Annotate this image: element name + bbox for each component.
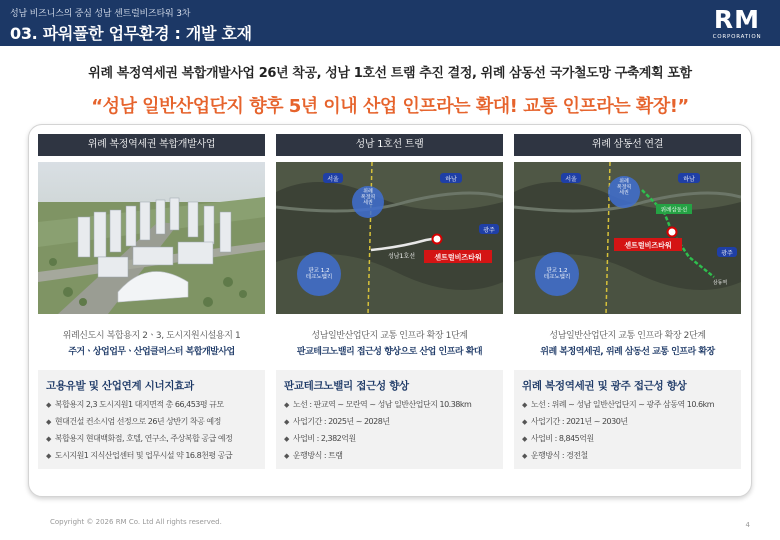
caption-line-1: 위례신도시 복합용지 2ㆍ3, 도시지원시설용지 1	[62, 331, 241, 341]
slogan: “성남 일반산업단지 향후 5년 이내 산업 인프라는 확대! 교통 인프라는 확장!”	[91, 96, 689, 117]
diamond-bullet-icon: ◆	[284, 418, 289, 426]
list-item: ◆ 사업비 : 2,382억원	[284, 434, 356, 443]
diamond-bullet-icon: ◆	[46, 435, 51, 443]
page-number: 4	[745, 521, 750, 529]
list-item: ◆ 사업비 : 8,845억원	[522, 434, 594, 443]
info-list	[514, 393, 741, 467]
map-label-line: 위례삼동선	[660, 207, 688, 214]
diamond-bullet-icon: ◆	[522, 452, 527, 460]
tram-route-map-image	[276, 162, 503, 314]
map-label-building: 센트럴비즈타워	[624, 241, 672, 250]
list-item: ◆ 노선 : 판교역 ~ 모란역 ~ 성남 일반산업단지 10.38km	[284, 400, 472, 409]
map-label-gwangju: 광주	[483, 227, 495, 234]
development-panel	[28, 124, 752, 497]
diamond-bullet-icon: ◆	[522, 401, 527, 409]
header-bar	[0, 0, 780, 46]
header-subtitle: 성남 비즈니스의 중심 성남 센트럴비즈타워 3차	[10, 9, 191, 19]
list-item: ◆ 현대건설 컨소시엄 선정으로 26년 상반기 착공 예정	[46, 417, 221, 426]
caption-line-2: 주거ㆍ상업업무ㆍ산업클러스터 복합개발사업	[68, 347, 235, 357]
list-item: ◆ 도시지원1 지식산업센터 및 업무시설 약 16.8천평 공급	[46, 451, 233, 460]
aerial-rendering-image	[38, 162, 265, 314]
list-item: ◆ 노선 : 위례 ~ 성남 일반산업단지 ~ 광주 삼동역 10.6km	[522, 400, 714, 409]
info-box	[514, 370, 741, 469]
diamond-bullet-icon: ◆	[46, 452, 51, 460]
column-wirye-complex	[38, 134, 265, 469]
diamond-bullet-icon: ◆	[284, 401, 289, 409]
caption-line-2: 판교테크노밸리 접근성 향상으로 산업 인프라 확대	[296, 347, 483, 357]
logo-text: CORPORATION	[712, 34, 762, 40]
caption-line-1: 성남일반산업단지 교통 인프라 확장 1단계	[311, 331, 468, 341]
info-box	[38, 370, 265, 469]
column-header: 성남 1호선 트램	[276, 134, 503, 156]
map-label-seoul: 서울	[565, 176, 577, 183]
map-label-samdong: 삼동역	[712, 280, 728, 286]
diamond-bullet-icon: ◆	[284, 435, 289, 443]
map-label-building: 센트럴비즈타워	[434, 253, 482, 262]
map-label-hanam: 하남	[445, 176, 457, 183]
info-title: 판교테크노밸리 접근성 향상	[284, 380, 409, 392]
copyright-text: Copyright © 2026 RM Co. Ltd All rights reserved.	[50, 518, 222, 526]
caption-line-2: 위례 복정역세권, 위례 삼동선 교통 인프라 확장	[540, 347, 715, 357]
page-title: 03. 파워풀한 업무환경 : 개발 호재	[10, 24, 252, 43]
map-label-hanam: 하남	[683, 176, 695, 183]
info-title: 위례 복정역세권 및 광주 접근성 향상	[522, 380, 687, 392]
diamond-bullet-icon: ◆	[46, 418, 51, 426]
headline: 위례 복정역세권 복합개발사업 26년 착공, 성남 1호선 트램 추진 결정, 위례 삼동선 국가철도망 구축계획 포함	[88, 66, 692, 81]
info-box	[276, 370, 503, 469]
list-item: ◆ 복합용지 현대백화점, 호텔, 연구소, 주상복합 공급 예정	[46, 434, 233, 443]
caption-line-1: 성남일반산업단지 교통 인프라 확장 2단계	[549, 331, 706, 341]
info-list	[276, 393, 503, 467]
column-tram	[276, 134, 503, 469]
logo-mark: RM	[713, 5, 761, 34]
info-title: 고용유발 및 산업연계 시너지효과	[46, 380, 194, 392]
map-label-pangyo: 판교 1,2 테크노밸리	[305, 267, 333, 281]
list-item: ◆ 운행방식 : 경전철	[522, 451, 588, 460]
samdong-line-map-image	[514, 162, 741, 314]
list-item: ◆ 사업기간 : 2021년 ~ 2030년	[522, 417, 628, 426]
list-item: ◆ 사업기간 : 2025년 ~ 2028년	[284, 417, 390, 426]
diamond-bullet-icon: ◆	[46, 401, 51, 409]
company-logo	[706, 6, 768, 42]
map-label-wirye: 위례 복정역 세권	[360, 188, 376, 206]
map-label-wirye: 위례 복정역 세권	[616, 178, 632, 196]
column-header: 위례 복정역세권 복합개발사업	[38, 134, 265, 156]
info-list	[38, 393, 265, 467]
map-label-line: 성남1호선	[388, 253, 416, 260]
list-item: ◆ 복합용지 2,3 도시지원1 대지면적 총 66,453평 규모	[46, 400, 224, 409]
map-label-seoul: 서울	[327, 176, 339, 183]
column-samdong-line	[514, 134, 741, 469]
diamond-bullet-icon: ◆	[522, 435, 527, 443]
map-label-gwangju: 광주	[721, 250, 733, 257]
diamond-bullet-icon: ◆	[284, 452, 289, 460]
diamond-bullet-icon: ◆	[522, 418, 527, 426]
map-label-pangyo: 판교 1,2 테크노밸리	[543, 267, 571, 281]
column-header: 위례 삼동선 연결	[514, 134, 741, 156]
list-item: ◆ 운행방식 : 트램	[284, 451, 343, 460]
